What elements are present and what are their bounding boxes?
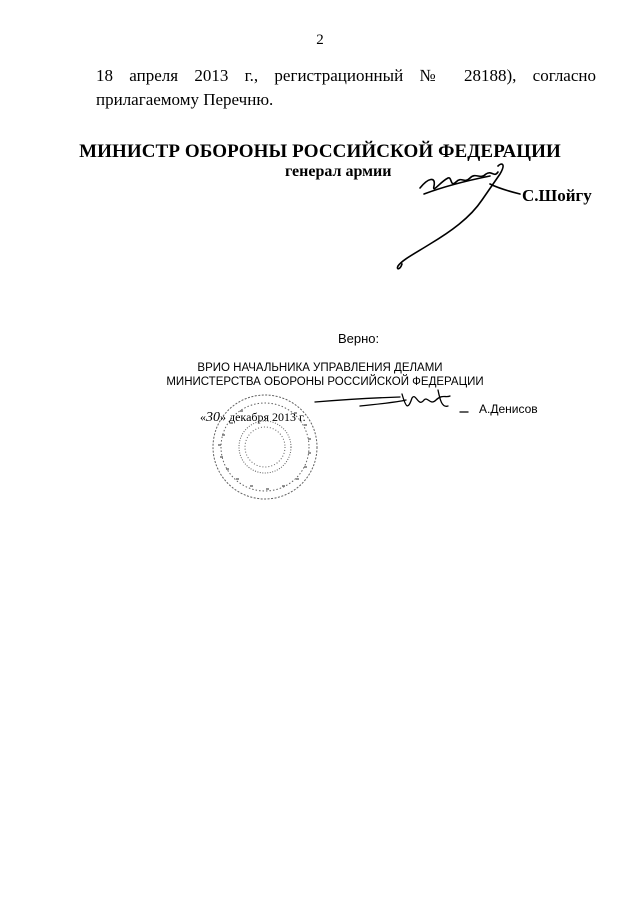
signatory-name: С.Шойгу [522,186,592,205]
certification-date [200,410,306,426]
date-month-year: декабря 2013 г. [229,410,306,424]
body-text-line-1: 18 апреля 2013 г., регистрационный № 28188), согласно [96,66,596,85]
signatory-rank: генерал армии [285,163,392,180]
certifier-signature [310,388,470,428]
certified-label: Верно: [338,331,380,346]
certifier-position [0,361,640,389]
page-number: 2 [316,32,324,48]
certifier-name: А.Денисов [479,402,538,416]
date-close-quote: » [220,410,226,424]
date-open-quote: « [200,410,206,424]
minister-signature [390,160,550,275]
date-day-handwritten: 30 [206,410,220,425]
signatory-title: МИНИСТР ОБОРОНЫ РОССИЙСКОЙ ФЕДЕРАЦИИ [79,141,561,162]
certifier-position-line-1: ВРИО НАЧАЛЬНИКА УПРАВЛЕНИЯ ДЕЛАМИ [197,362,443,374]
certifier-position-line-2: МИНИСТЕРСТВА ОБОРОНЫ РОССИЙСКОЙ ФЕДЕРАЦИИ [166,376,484,388]
body-text-line-2: прилагаемому Перечню. [96,90,274,109]
